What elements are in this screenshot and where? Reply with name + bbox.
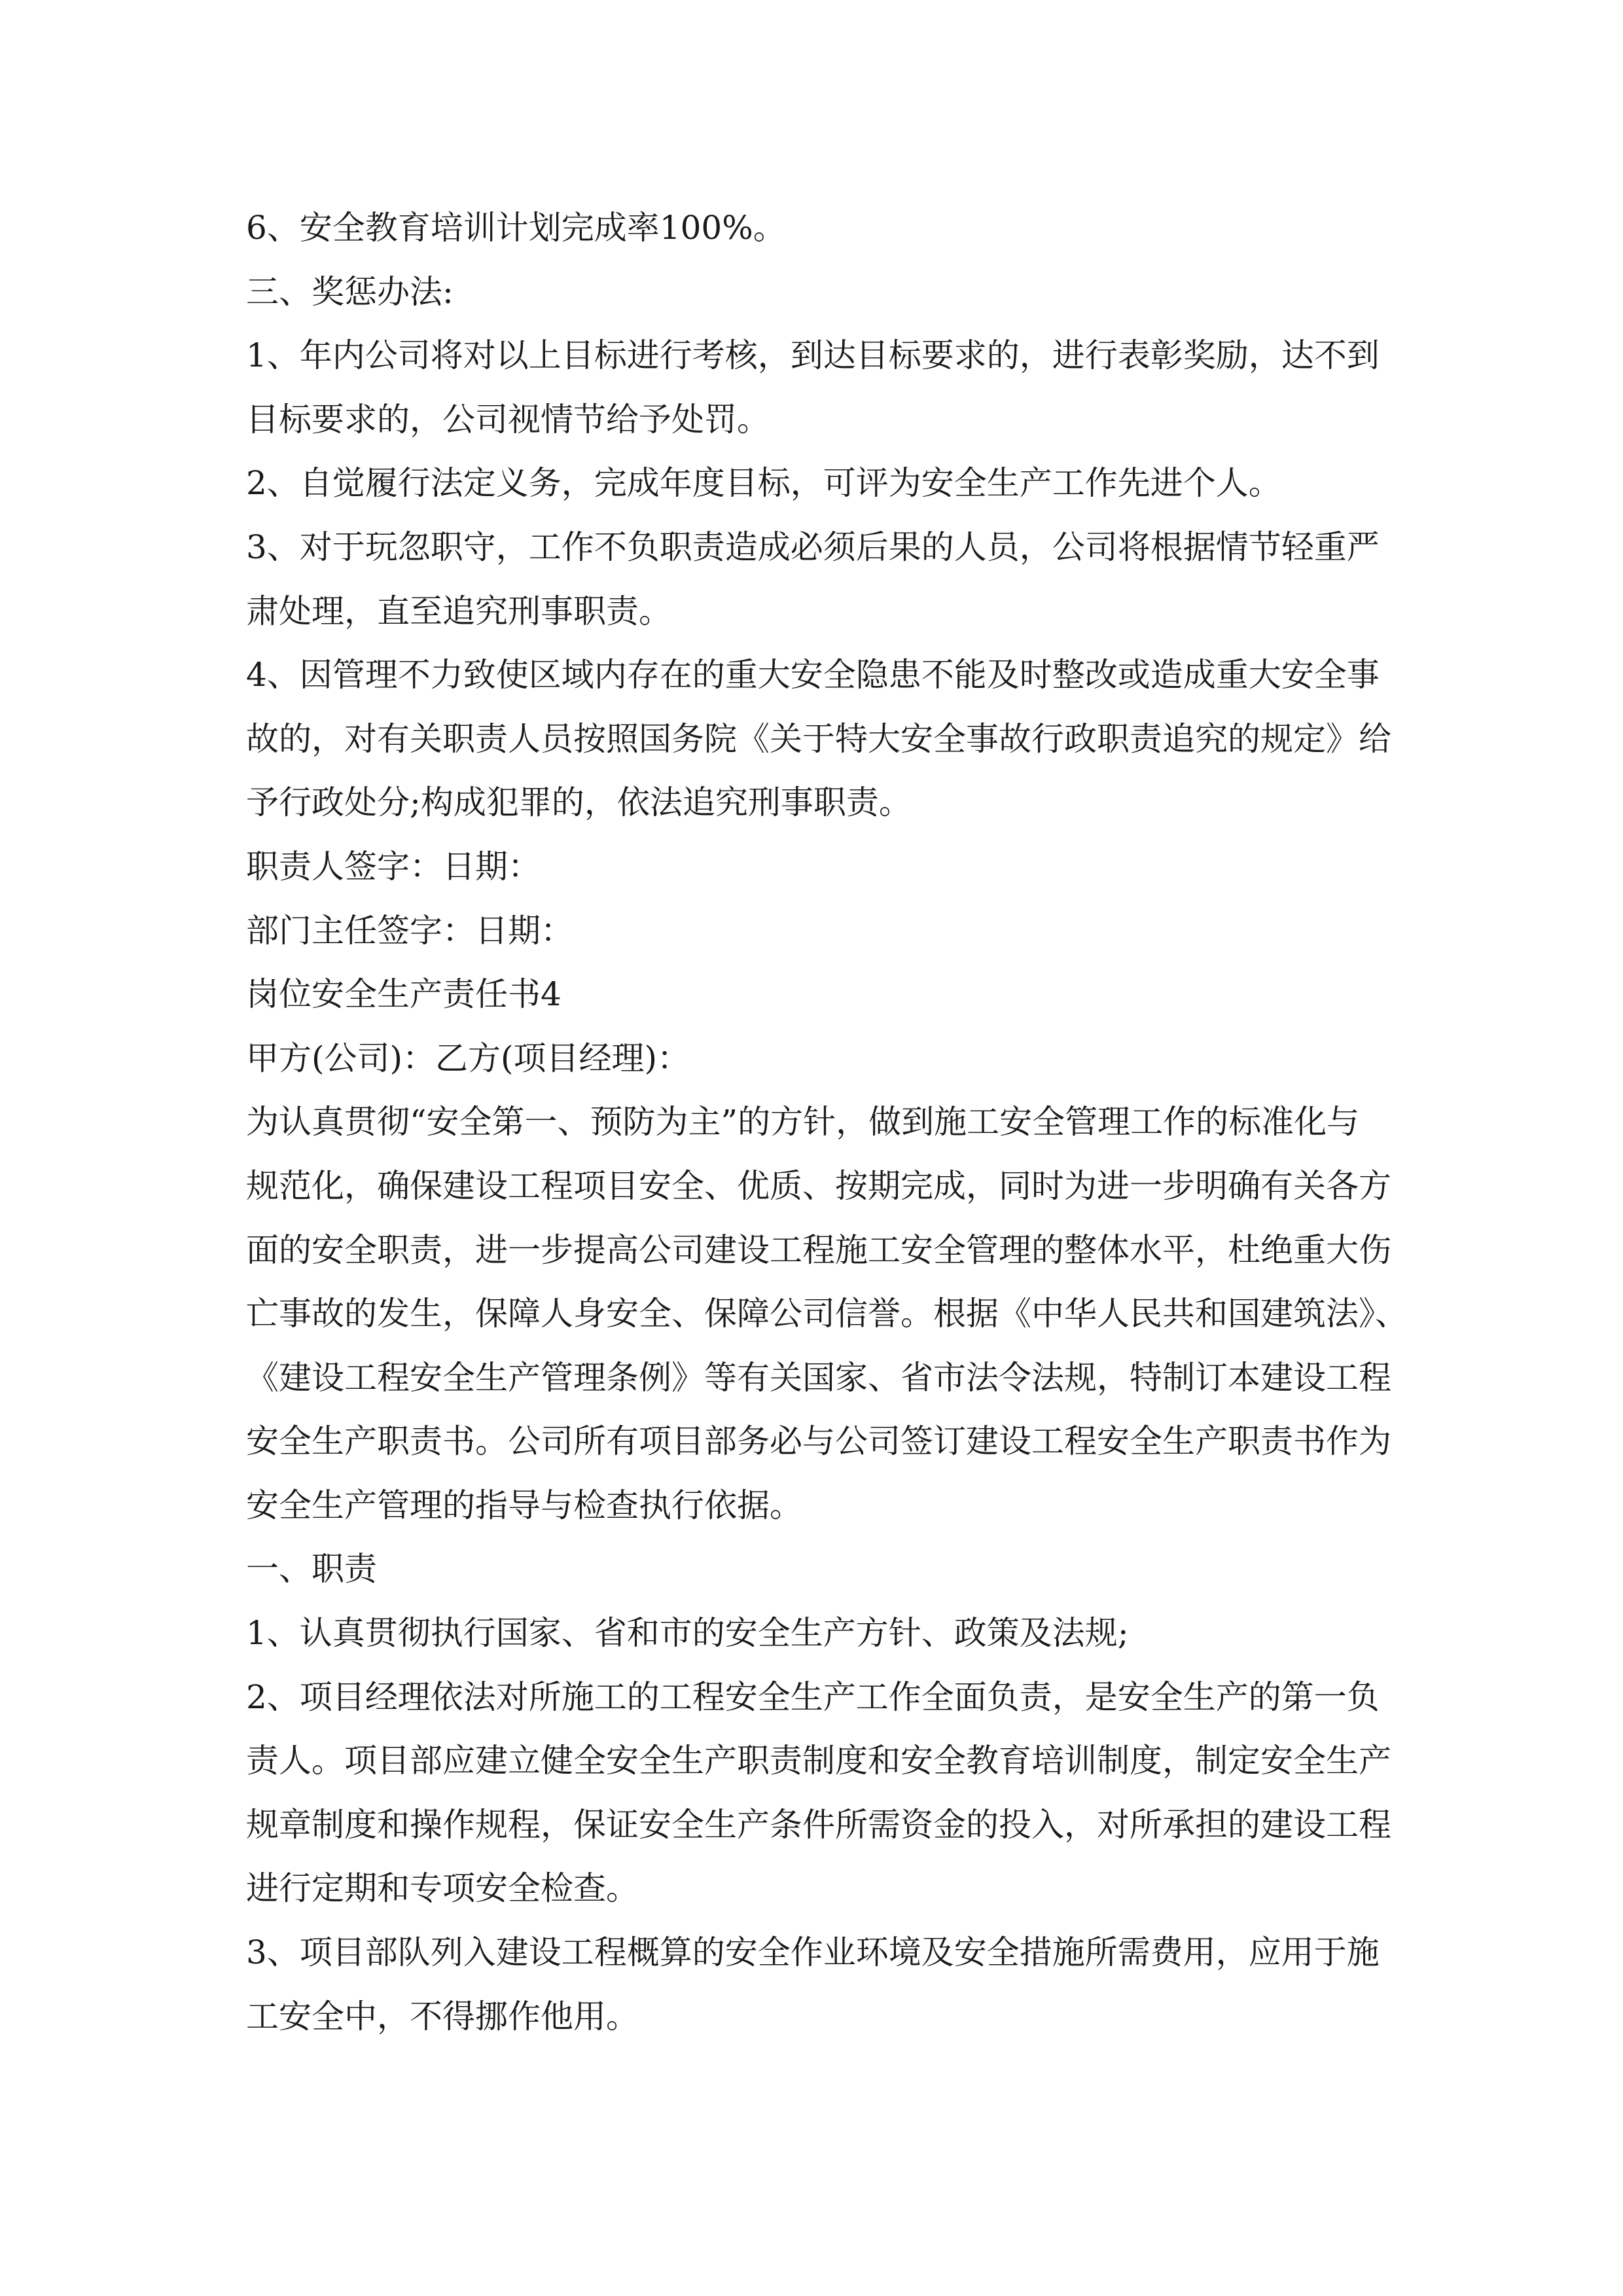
text-line: 规范化，确保建设工程项目安全、优质、按期完成，同时为进一步明确有关各方 bbox=[246, 1166, 1391, 1205]
document-title: 岗位安全生产责任书4 bbox=[246, 975, 562, 1014]
text-line: 为认真贯彻“安全第一、预防为主”的方针，做到施工安全管理工作的标准化与 bbox=[246, 1103, 1360, 1141]
text-line: 目标要求的，公司视情节给予处罚。 bbox=[246, 400, 770, 439]
text-line: 工安全中，不得挪作他用。 bbox=[246, 1997, 639, 2036]
text-line: 1、认真贯彻执行国家、省和市的安全生产方针、政策及法规; bbox=[246, 1614, 1129, 1653]
text-line: 面的安全职责，进一步提高公司建设工程施工安全管理的整体水平，杜绝重大伤 bbox=[246, 1230, 1391, 1269]
text-line: 予行政处分;构成犯罪的，依法追究刑事职责。 bbox=[246, 783, 912, 822]
text-line: 安全生产职责书。公司所有项目部务必与公司签订建设工程安全生产职责书作为 bbox=[246, 1422, 1391, 1461]
text-line: 2、自觉履行法定义务，完成年度目标，可评为安全生产工作先进个人。 bbox=[246, 464, 1281, 503]
text-line: 6、安全教育培训计划完成率100%。 bbox=[246, 209, 786, 247]
text-line: 《建设工程安全生产管理条例》等有关国家、省市法令法规，特制订本建设工程 bbox=[246, 1358, 1391, 1397]
text-line: 2、项目经理依法对所施工的工程安全生产工作全面负责，是安全生产的第一负 bbox=[246, 1677, 1380, 1716]
text-line: 亡事故的发生，保障人身安全、保障公司信誉。根据《中华人民共和国建筑法》、 bbox=[246, 1295, 1408, 1333]
text-line: 故的，对有关职责人员按照国务院《关于特大安全事故行政职责追究的规定》给 bbox=[246, 719, 1391, 758]
parties-line: 甲方(公司)：乙方(项目经理)： bbox=[246, 1039, 690, 1077]
text-line: 3、对于玩忽职守，工作不负职责造成必须后果的人员，公司将根据情节轻重严 bbox=[246, 528, 1380, 566]
text-line: 肃处理，直至追究刑事职责。 bbox=[246, 592, 671, 630]
text-line: 4、因管理不力致使区域内存在的重大安全隐患不能及时整改或造成重大安全事 bbox=[246, 656, 1380, 694]
text-line: 进行定期和专项安全检查。 bbox=[246, 1869, 639, 1908]
signature-line: 职责人签字：日期： bbox=[246, 847, 541, 886]
text-line: 安全生产管理的指导与检查执行依据。 bbox=[246, 1486, 802, 1524]
section-heading: 三、奖惩办法: bbox=[246, 272, 454, 311]
document-body bbox=[246, 196, 1408, 2049]
text-line: 责人。项目部应建立健全安全生产职责制度和安全教育培训制度，制定安全生产 bbox=[246, 1742, 1391, 1780]
text-line: 1、年内公司将对以上目标进行考核，到达目标要求的，进行表彰奖励，达不到 bbox=[246, 336, 1380, 375]
text-line: 3、项目部队列入建设工程概算的安全作业环境及安全措施所需费用，应用于施 bbox=[246, 1933, 1380, 1972]
text-line: 规章制度和操作规程，保证安全生产条件所需资金的投入，对所承担的建设工程 bbox=[246, 1805, 1391, 1844]
signature-line: 部门主任签字：日期： bbox=[246, 911, 573, 950]
section-heading: 一、职责 bbox=[246, 1550, 377, 1588]
